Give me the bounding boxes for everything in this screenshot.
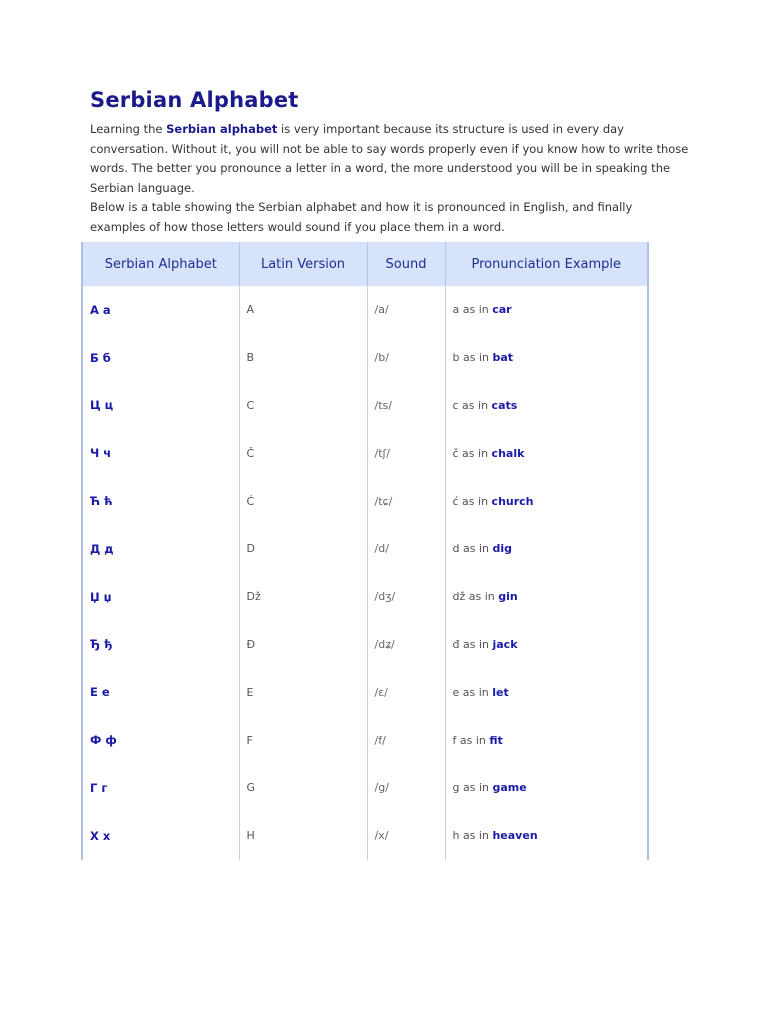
cell-cyrillic: Б б <box>82 334 239 382</box>
example-word: cats <box>491 398 518 412</box>
header-serbian-alphabet: Serbian Alphabet <box>82 242 239 286</box>
table-body <box>82 286 648 860</box>
cell-example <box>445 525 648 573</box>
alphabet-table-container <box>81 242 647 858</box>
table-row <box>82 477 648 525</box>
intro-text <box>90 120 690 237</box>
header-pronunciation-example: Pronunciation Example <box>445 242 648 286</box>
header-sound: Sound <box>367 242 445 286</box>
cell-sound: /dʒ/ <box>367 573 445 621</box>
alphabet-table <box>81 242 649 860</box>
page-title: Serbian Alphabet <box>90 88 299 112</box>
example-word: heaven <box>492 829 538 843</box>
cell-latin: Đ <box>239 621 367 669</box>
table-header-row <box>82 242 648 286</box>
example-word: gin <box>498 590 518 604</box>
cell-cyrillic: Х х <box>82 812 239 860</box>
intro-paragraph-2: Below is a table showing the Serbian alphabet and how it is pronounced in English, and finally examples of how those letters would sound if you place them in a word. <box>90 200 633 234</box>
table-row <box>82 764 648 812</box>
cell-sound: /g/ <box>367 764 445 812</box>
example-word: bat <box>492 351 514 365</box>
cell-cyrillic: Ђ ђ <box>82 621 239 669</box>
cell-latin: C <box>239 382 367 430</box>
header-latin-version: Latin Version <box>239 242 367 286</box>
cell-sound: /ts/ <box>367 382 445 430</box>
cell-cyrillic: Г г <box>82 764 239 812</box>
example-prefix: e as in <box>452 685 493 699</box>
cell-example <box>445 812 648 860</box>
cell-cyrillic: Д д <box>82 525 239 573</box>
example-word: let <box>492 685 509 699</box>
cell-cyrillic: А а <box>82 286 239 334</box>
example-prefix: c as in <box>452 398 492 412</box>
cell-sound: /dʑ/ <box>367 621 445 669</box>
example-prefix: h as in <box>452 829 493 843</box>
cell-latin: Ć <box>239 477 367 525</box>
example-prefix: a as in <box>452 303 493 317</box>
cell-latin: F <box>239 716 367 764</box>
cell-latin: B <box>239 334 367 382</box>
cell-sound: /a/ <box>367 286 445 334</box>
example-word: church <box>491 494 534 508</box>
cell-sound: /f/ <box>367 716 445 764</box>
example-word: game <box>492 781 527 795</box>
example-word: chalk <box>491 446 525 460</box>
cell-example <box>445 668 648 716</box>
example-prefix: g as in <box>452 781 493 795</box>
table-row <box>82 573 648 621</box>
example-prefix: b as in <box>452 351 493 365</box>
example-prefix: č as in <box>452 446 492 460</box>
cell-cyrillic: Ћ ћ <box>82 477 239 525</box>
cell-example <box>445 716 648 764</box>
example-word: car <box>492 303 512 317</box>
cell-example <box>445 764 648 812</box>
table-row <box>82 429 648 477</box>
table-row <box>82 334 648 382</box>
cell-latin: D <box>239 525 367 573</box>
cell-example <box>445 382 648 430</box>
table-row <box>82 621 648 669</box>
example-prefix: f as in <box>452 733 490 747</box>
cell-example <box>445 477 648 525</box>
intro-paragraph-1 <box>90 120 690 198</box>
cell-sound: /tʃ/ <box>367 429 445 477</box>
cell-cyrillic: Ч ч <box>82 429 239 477</box>
cell-latin: G <box>239 764 367 812</box>
cell-cyrillic: Ф ф <box>82 716 239 764</box>
serbian-alphabet-link[interactable]: Serbian alphabet <box>166 122 278 136</box>
cell-cyrillic: Џ џ <box>82 573 239 621</box>
intro-text-rest: is very important because its structure is used in every day conversation. Without it, you will not be able to say words properly even if you know how to write those words. The better you pronounce a letter in a word, the more understood you will be in speaking the Serbian language. <box>90 122 689 195</box>
cell-example <box>445 429 648 477</box>
cell-example <box>445 573 648 621</box>
intro-text-start: Learning the <box>90 122 167 136</box>
example-prefix: đ as in <box>452 637 493 651</box>
table-row <box>82 668 648 716</box>
cell-latin: H <box>239 812 367 860</box>
example-prefix: ć as in <box>452 494 492 508</box>
table-row <box>82 716 648 764</box>
cell-latin: Dž <box>239 573 367 621</box>
cell-latin: E <box>239 668 367 716</box>
cell-latin: Č <box>239 429 367 477</box>
table-row <box>82 525 648 573</box>
cell-example <box>445 621 648 669</box>
cell-sound: /b/ <box>367 334 445 382</box>
table-row <box>82 286 648 334</box>
cell-sound: /x/ <box>367 812 445 860</box>
cell-sound: /tɕ/ <box>367 477 445 525</box>
cell-example <box>445 286 648 334</box>
table-row <box>82 812 648 860</box>
table-row <box>82 382 648 430</box>
example-prefix: d as in <box>452 542 493 556</box>
cell-cyrillic: Ц ц <box>82 382 239 430</box>
cell-cyrillic: Е е <box>82 668 239 716</box>
example-word: fit <box>489 733 503 747</box>
example-word: dig <box>492 542 513 556</box>
cell-sound: /d/ <box>367 525 445 573</box>
cell-latin: A <box>239 286 367 334</box>
cell-sound: /ɛ/ <box>367 668 445 716</box>
example-prefix: dž as in <box>452 590 499 604</box>
cell-example <box>445 334 648 382</box>
example-word: jack <box>492 637 518 651</box>
